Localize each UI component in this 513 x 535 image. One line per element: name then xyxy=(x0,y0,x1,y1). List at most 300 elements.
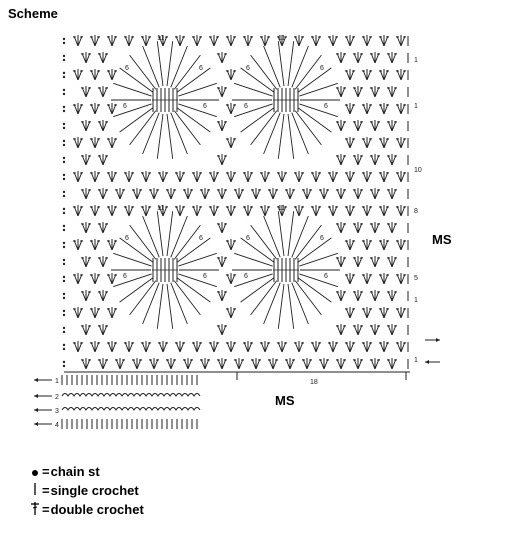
chain-dot xyxy=(63,174,65,176)
motif-ray xyxy=(171,113,188,154)
petal-count-label: 6 xyxy=(246,235,250,242)
petal-count-label: 6 xyxy=(244,103,248,110)
dc-fan xyxy=(336,222,346,233)
motif-ray xyxy=(113,83,151,96)
dc-fan xyxy=(379,103,389,114)
dc-fan xyxy=(175,205,185,216)
chain-dot xyxy=(63,110,65,112)
dc-fan xyxy=(98,256,108,267)
dc-fan xyxy=(90,69,100,80)
motif-ray xyxy=(143,113,160,154)
dc-fan xyxy=(396,103,406,114)
dc-fan xyxy=(226,69,236,80)
chain-dot xyxy=(63,293,65,295)
dc-fan xyxy=(260,35,270,46)
dc-fan xyxy=(370,222,380,233)
dc-fan xyxy=(217,154,227,165)
dc-fan xyxy=(328,341,338,352)
dc-fan xyxy=(98,188,108,199)
motif-ray xyxy=(167,114,173,159)
legend-label-double-crochet: double crochet xyxy=(50,502,144,517)
dc-fan xyxy=(345,341,355,352)
chain-dot xyxy=(63,297,65,299)
dc-fan xyxy=(370,188,380,199)
double-crochet-icon xyxy=(28,502,42,518)
motif-ray xyxy=(299,104,337,117)
motif-ray xyxy=(292,113,309,154)
dc-fan xyxy=(345,35,355,46)
dc-fan xyxy=(319,188,329,199)
dc-fan xyxy=(345,205,355,216)
dc-fan xyxy=(115,188,125,199)
dc-fan xyxy=(260,341,270,352)
chain-dot xyxy=(63,348,65,350)
motif-ray xyxy=(234,274,272,287)
petal-count-label: 6 xyxy=(123,273,127,280)
dc-fan xyxy=(294,205,304,216)
motif-ray xyxy=(234,83,272,96)
dc-fan xyxy=(362,171,372,182)
dc-fan xyxy=(251,358,261,369)
dc-fan xyxy=(90,35,100,46)
motif-ray xyxy=(120,278,154,303)
dc-fan xyxy=(370,256,380,267)
dc-fan xyxy=(370,120,380,131)
dc-fan xyxy=(294,35,304,46)
dc-fan xyxy=(362,137,372,148)
dc-fan xyxy=(336,86,346,97)
dc-fan xyxy=(396,307,406,318)
dc-fan xyxy=(81,120,91,131)
chain-dot xyxy=(63,59,65,61)
row-label: 1 xyxy=(414,357,418,364)
dc-fan xyxy=(379,341,389,352)
motif-ray xyxy=(143,46,160,87)
dc-fan xyxy=(328,205,338,216)
dc-fan xyxy=(396,171,406,182)
dc-fan xyxy=(336,188,346,199)
row-label: 5 xyxy=(414,275,418,282)
start-row-label: 1 xyxy=(55,378,59,385)
dc-fan xyxy=(166,188,176,199)
petal-count-label: 6 xyxy=(246,65,250,72)
petal-count-label: 6 xyxy=(324,103,328,110)
dc-fan xyxy=(90,239,100,250)
row-label: 8 xyxy=(414,208,418,215)
dc-fan xyxy=(209,35,219,46)
chain-dot xyxy=(63,93,65,95)
dc-fan xyxy=(141,205,151,216)
dc-fan xyxy=(73,137,83,148)
dc-fan xyxy=(200,358,210,369)
dc-fan xyxy=(217,290,227,301)
start-row-label: 4 xyxy=(55,422,59,429)
chain-dot xyxy=(63,327,65,329)
dc-fan xyxy=(141,35,151,46)
motif-count-label: 11 xyxy=(157,205,165,212)
ms-label-right: MS xyxy=(432,232,452,247)
dc-fan xyxy=(345,69,355,80)
dc-fan xyxy=(217,358,227,369)
chain-dot xyxy=(63,42,65,44)
motif-ray xyxy=(241,278,275,303)
dc-fan xyxy=(98,86,108,97)
dc-fan xyxy=(387,154,397,165)
dc-fan xyxy=(98,154,108,165)
dc-fan xyxy=(396,69,406,80)
dc-fan xyxy=(192,171,202,182)
chain-dot xyxy=(63,55,65,57)
dc-fan xyxy=(345,273,355,284)
legend-item-double-crochet: = double crochet xyxy=(28,500,144,519)
dc-fan xyxy=(302,358,312,369)
dc-fan xyxy=(226,171,236,182)
dc-fan xyxy=(81,188,91,199)
row-arrow-head xyxy=(425,360,429,364)
dc-fan xyxy=(107,307,117,318)
motif-ray xyxy=(143,283,160,324)
chain-dot xyxy=(63,38,65,40)
dc-fan xyxy=(166,358,176,369)
motif-ray xyxy=(178,104,216,117)
dc-fan xyxy=(124,171,134,182)
chain-dot-icon xyxy=(28,464,42,479)
dc-fan xyxy=(336,358,346,369)
motif-ray xyxy=(278,114,284,159)
dc-fan xyxy=(362,239,372,250)
dc-fan xyxy=(81,86,91,97)
motif-ray xyxy=(143,216,160,257)
row-label: 1 xyxy=(414,297,418,304)
motif-ray xyxy=(234,104,272,117)
dc-fan xyxy=(217,188,227,199)
chain-dot xyxy=(63,242,65,244)
dc-fan xyxy=(328,171,338,182)
row-arrow-head xyxy=(436,338,440,342)
dc-fan xyxy=(353,188,363,199)
dc-fan xyxy=(268,188,278,199)
dc-fan xyxy=(226,341,236,352)
dc-fan xyxy=(336,154,346,165)
dc-fan xyxy=(285,358,295,369)
motif-ray xyxy=(171,216,188,257)
start-arrow-head xyxy=(34,422,38,426)
dc-fan xyxy=(217,52,227,63)
petal-count-label: 6 xyxy=(324,273,328,280)
dc-fan xyxy=(387,52,397,63)
dc-fan xyxy=(90,307,100,318)
dc-fan xyxy=(336,52,346,63)
dc-fan xyxy=(319,358,329,369)
dc-fan xyxy=(81,358,91,369)
motif-ray xyxy=(278,284,284,329)
chain-dot xyxy=(63,140,65,142)
start-row-label: 3 xyxy=(55,408,59,415)
motif-ray xyxy=(278,41,284,86)
start-arrow-head xyxy=(34,378,38,382)
chain-dot xyxy=(63,195,65,197)
dc-fan xyxy=(379,137,389,148)
dc-fan xyxy=(387,358,397,369)
petal-count-label: 6 xyxy=(123,103,127,110)
legend-label-single-crochet: single crochet xyxy=(50,483,139,498)
dc-fan xyxy=(311,171,321,182)
dc-fan xyxy=(370,358,380,369)
dc-fan xyxy=(396,239,406,250)
motif-ray xyxy=(157,284,163,329)
dc-fan xyxy=(396,205,406,216)
dc-fan xyxy=(362,341,372,352)
dc-fan xyxy=(234,358,244,369)
dc-fan xyxy=(90,341,100,352)
motif-ray xyxy=(264,46,281,87)
dc-fan xyxy=(379,171,389,182)
chain-dot xyxy=(63,259,65,261)
dc-fan xyxy=(370,324,380,335)
chain-dot xyxy=(63,229,65,231)
motif-ray xyxy=(113,253,151,266)
dc-fan xyxy=(251,188,261,199)
dc-fan xyxy=(277,171,287,182)
motif-ray xyxy=(167,41,173,86)
dc-fan xyxy=(81,154,91,165)
dc-fan xyxy=(370,52,380,63)
motif-ray xyxy=(177,238,211,263)
dc-fan xyxy=(217,120,227,131)
petal-count-label: 6 xyxy=(320,65,324,72)
dc-fan xyxy=(336,324,346,335)
dc-fan xyxy=(98,120,108,131)
chain-row xyxy=(62,394,200,397)
chain-dot xyxy=(63,157,65,159)
dc-fan xyxy=(124,205,134,216)
dc-fan xyxy=(387,222,397,233)
motif-ray xyxy=(177,108,211,133)
chain-dot xyxy=(63,263,65,265)
dc-fan xyxy=(362,35,372,46)
dc-fan xyxy=(379,69,389,80)
legend-item-chain: = chain st xyxy=(28,462,144,481)
dc-fan xyxy=(226,239,236,250)
dc-fan xyxy=(192,35,202,46)
dc-fan xyxy=(90,103,100,114)
dc-fan xyxy=(302,188,312,199)
dc-fan xyxy=(209,171,219,182)
motif-ray xyxy=(288,41,294,86)
dc-fan xyxy=(73,307,83,318)
dc-fan xyxy=(362,103,372,114)
dc-fan xyxy=(73,69,83,80)
motif-ray xyxy=(177,68,211,93)
motif-ray xyxy=(171,283,188,324)
petal-count-label: 6 xyxy=(203,103,207,110)
dc-fan xyxy=(183,358,193,369)
dc-fan xyxy=(379,205,389,216)
dc-fan xyxy=(73,171,83,182)
dc-fan xyxy=(73,341,83,352)
dc-fan xyxy=(387,86,397,97)
dc-fan xyxy=(81,290,91,301)
dc-fan xyxy=(107,35,117,46)
dc-fan xyxy=(124,35,134,46)
dc-fan xyxy=(294,341,304,352)
dc-fan xyxy=(175,341,185,352)
dc-fan xyxy=(336,120,346,131)
dc-fan xyxy=(192,341,202,352)
dc-fan xyxy=(81,222,91,233)
dc-fan xyxy=(345,171,355,182)
dc-fan xyxy=(396,273,406,284)
dc-fan xyxy=(158,341,168,352)
dc-fan xyxy=(149,358,159,369)
chain-dot xyxy=(63,89,65,91)
chain-dot xyxy=(63,144,65,146)
motif-ray xyxy=(120,108,154,133)
motif-ray xyxy=(167,211,173,256)
motif-ray xyxy=(288,114,294,159)
repeat-label: 18 xyxy=(310,379,318,386)
dc-fan xyxy=(345,239,355,250)
dc-fan xyxy=(362,205,372,216)
single-crochet-icon xyxy=(28,483,42,498)
dc-fan xyxy=(200,188,210,199)
petal-count-label: 6 xyxy=(199,65,203,72)
dc-fan xyxy=(234,188,244,199)
motif-ray xyxy=(241,108,275,133)
motif-ray xyxy=(299,274,337,287)
chain-dot xyxy=(63,361,65,363)
petal-count-label: 6 xyxy=(125,235,129,242)
dc-fan xyxy=(175,171,185,182)
dc-fan xyxy=(73,205,83,216)
motif-ray xyxy=(298,238,332,263)
motif-count-label: 11 xyxy=(278,205,286,212)
motif-ray xyxy=(177,278,211,303)
dc-fan xyxy=(362,69,372,80)
dc-fan xyxy=(243,341,253,352)
dc-fan xyxy=(387,256,397,267)
dc-fan xyxy=(73,103,83,114)
dc-fan xyxy=(73,35,83,46)
dc-fan xyxy=(353,358,363,369)
dc-fan xyxy=(311,35,321,46)
motif-ray xyxy=(264,113,281,154)
chain-dot xyxy=(63,191,65,193)
dc-fan xyxy=(362,307,372,318)
dc-fan xyxy=(107,341,117,352)
dc-fan xyxy=(243,205,253,216)
dc-fan xyxy=(260,205,270,216)
dc-fan xyxy=(311,205,321,216)
petal-count-label: 6 xyxy=(320,235,324,242)
motif-ray xyxy=(298,278,332,303)
dc-fan xyxy=(183,188,193,199)
dc-fan xyxy=(328,35,338,46)
dc-fan xyxy=(345,103,355,114)
motif-ray xyxy=(264,216,281,257)
chain-dot xyxy=(63,161,65,163)
dc-fan xyxy=(370,86,380,97)
dc-fan xyxy=(90,171,100,182)
dc-fan xyxy=(132,188,142,199)
chain-dot xyxy=(63,208,65,210)
dc-fan xyxy=(217,222,227,233)
dc-fan xyxy=(379,35,389,46)
dc-fan xyxy=(353,290,363,301)
dc-fan xyxy=(379,239,389,250)
dc-fan xyxy=(370,290,380,301)
dc-fan xyxy=(226,307,236,318)
motif-ray xyxy=(298,108,332,133)
dc-fan xyxy=(98,222,108,233)
chain-dot xyxy=(63,76,65,78)
dc-fan xyxy=(226,35,236,46)
dc-fan xyxy=(353,324,363,335)
dc-fan xyxy=(141,341,151,352)
motif-ray xyxy=(113,274,151,287)
motif-ray xyxy=(234,253,272,266)
dc-fan xyxy=(353,120,363,131)
dc-fan xyxy=(226,205,236,216)
dc-fan xyxy=(285,188,295,199)
chain-dot xyxy=(63,225,65,227)
dc-fan xyxy=(107,69,117,80)
chain-dot xyxy=(63,178,65,180)
dc-fan xyxy=(192,205,202,216)
dc-fan xyxy=(81,256,91,267)
dc-fan xyxy=(107,273,117,284)
dc-fan xyxy=(209,341,219,352)
dc-fan xyxy=(277,341,287,352)
dc-fan xyxy=(362,273,372,284)
motif-ray xyxy=(157,114,163,159)
dc-fan xyxy=(107,239,117,250)
chain-dot xyxy=(63,280,65,282)
chain-dot xyxy=(63,331,65,333)
chain-dot xyxy=(63,310,65,312)
dc-fan xyxy=(107,137,117,148)
dc-fan xyxy=(98,290,108,301)
motif-ray xyxy=(167,284,173,329)
motif-count-label: 11 xyxy=(278,35,286,42)
dc-fan xyxy=(353,154,363,165)
dc-fan xyxy=(370,154,380,165)
dc-fan xyxy=(90,137,100,148)
dc-fan xyxy=(124,341,134,352)
dc-fan xyxy=(226,103,236,114)
dc-fan xyxy=(73,239,83,250)
motif-ray xyxy=(171,46,188,87)
dc-fan xyxy=(353,256,363,267)
motif-ray xyxy=(178,83,216,96)
motif-ray xyxy=(299,83,337,96)
legend-label-chain: chain st xyxy=(50,464,100,479)
dc-fan xyxy=(387,188,397,199)
chain-dot xyxy=(63,127,65,129)
dc-fan xyxy=(217,256,227,267)
dc-fan xyxy=(107,171,117,182)
dc-fan xyxy=(90,205,100,216)
dc-fan xyxy=(379,307,389,318)
motif-ray xyxy=(178,274,216,287)
motif-ray xyxy=(157,41,163,86)
dc-fan xyxy=(345,307,355,318)
motif-ray xyxy=(298,68,332,93)
dc-fan xyxy=(107,205,117,216)
dc-fan xyxy=(353,222,363,233)
scheme-title: Scheme xyxy=(8,6,58,21)
chain-dot xyxy=(63,212,65,214)
